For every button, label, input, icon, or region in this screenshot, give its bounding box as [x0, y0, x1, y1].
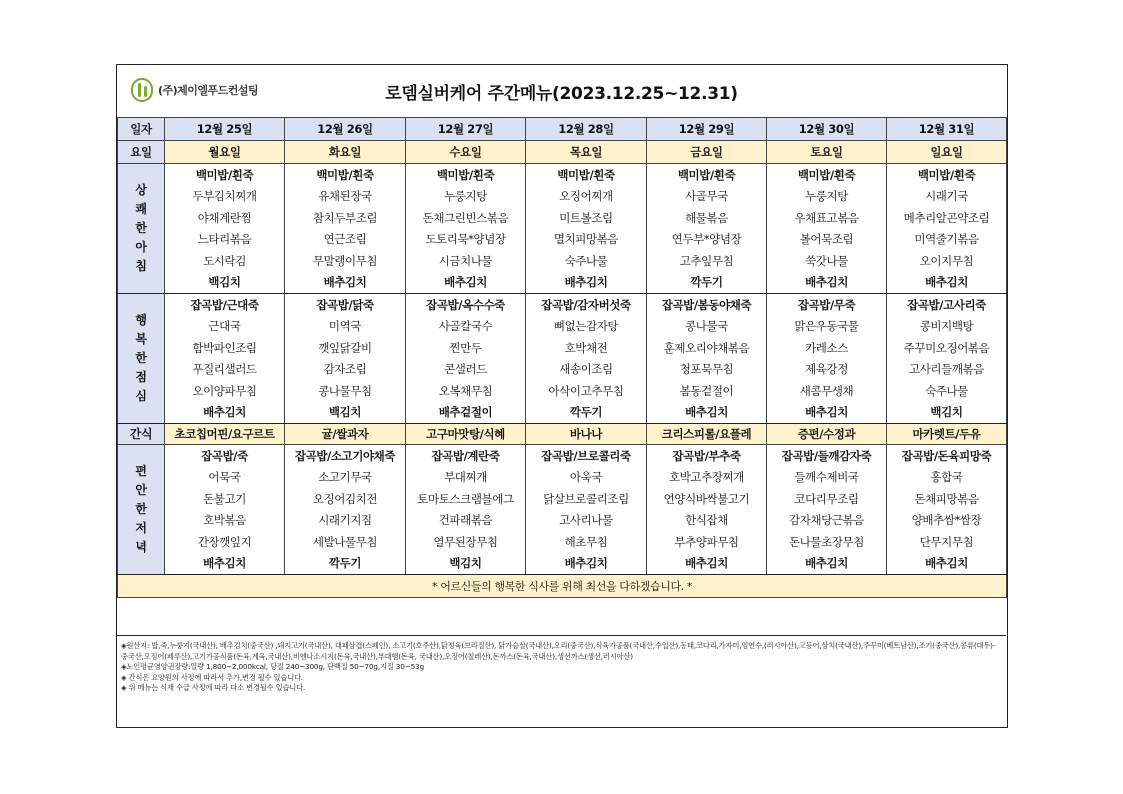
closing-note: * 어르신들의 행복한 식사를 위해 최선을 다하겠습니다. * — [118, 575, 1007, 598]
menu-item: 잡곡밥/고사리죽 — [887, 294, 1007, 316]
footnote-origin: ◈원산지: 밥,죽,누룽지(국내산), 배추김치(중국산) ,돼지고기(국내산), 대패삼겹(스페인), 소고기(호주산),닭정육(브라질산), 닭가슴살(국내산),오리(중국산),식육가공품(국내산,수입산),동태,코다리,가자미,임연수,(러시아산),고등어,삼치(국내산),주꾸미(베트남산),조기(중국산),콩류(대두)-중국산,오징어(페루산),고기가공식품(돈육,계육,국내산),비엔나소시지(돈육,국내산),부대햄(돈육, 국내산),오징어(칠레산),돈까스(돈육,국내산),생선까스(생선,러시아산) — [121, 641, 996, 661]
menu-item: 배추김치 — [165, 553, 285, 575]
day-row — [118, 141, 1007, 164]
menu-item: 깻잎닭갈비 — [285, 337, 406, 359]
menu-item: 백미밥/흰죽 — [887, 164, 1007, 186]
meal-label-char: 한 — [135, 221, 147, 235]
menu-item: 토마토스크램블에그 — [406, 488, 526, 510]
menu-item: 누룽지탕 — [767, 186, 887, 208]
breakfast-row — [118, 164, 1007, 186]
dinner-row — [118, 445, 1007, 467]
menu-item: 백미밥/흰죽 — [406, 164, 526, 186]
menu-item: 배추겉절이 — [406, 402, 526, 424]
snack-cell: 증편/수정과 — [767, 424, 887, 445]
menu-item: 배추김치 — [887, 272, 1007, 294]
menu-item: 백김치 — [406, 553, 526, 575]
snack-cell: 마카렛트/두유 — [887, 424, 1007, 445]
meal-label-char: 상 — [135, 183, 147, 197]
menu-item: 호박고추장찌개 — [647, 467, 767, 489]
menu-item: 소고기무국 — [285, 467, 406, 489]
menu-item: 해물볶음 — [647, 207, 767, 229]
menu-item: 잡곡밥/돈육피망죽 — [887, 445, 1007, 467]
meal-label-char: 한 — [135, 502, 147, 516]
menu-item: 잡곡밥/닭죽 — [285, 294, 406, 316]
menu-item: 잡곡밥/감자버섯죽 — [526, 294, 647, 316]
snack-cell: 초코칩머핀/요구르트 — [165, 424, 285, 445]
breakfast-row — [118, 250, 1007, 272]
menu-item: 새송이조림 — [526, 359, 647, 381]
menu-item: 참치두부조림 — [285, 207, 406, 229]
menu-item: 오징어김치전 — [285, 488, 406, 510]
menu-item: 콘샐러드 — [406, 359, 526, 381]
menu-item: 백미밥/흰죽 — [285, 164, 406, 186]
day-cell: 금요일 — [647, 141, 767, 164]
meal-label-char: 안 — [135, 483, 147, 497]
menu-item: 시금치나물 — [406, 250, 526, 272]
snack-cell: 바나나 — [526, 424, 647, 445]
menu-item: 고추잎무침 — [647, 250, 767, 272]
footnote-nutrition: ◈노인평균영양권장량:열량 1,800~2,000kcal, 당질 240~300g, 단백질 50~70g,지질 30~53g — [121, 662, 424, 671]
date-cell: 12월 28일 — [526, 118, 647, 141]
menu-item: 잡곡밥/계란죽 — [406, 445, 526, 467]
menu-item: 돈채피망볶음 — [887, 488, 1007, 510]
menu-item: 배추김치 — [887, 553, 1007, 575]
menu-item: 배추김치 — [647, 402, 767, 424]
dinner-row — [118, 510, 1007, 532]
breakfast-row — [118, 229, 1007, 251]
footnote-change: ◈ 위 메뉴는 식재 수급 사정에 따라 다소 변경될수 있습니다. — [121, 683, 306, 692]
breakfast-row — [118, 272, 1007, 294]
day-label: 요일 — [118, 141, 165, 164]
menu-item: 근대국 — [165, 316, 285, 338]
meal-label-char: 심 — [135, 389, 147, 403]
breakfast-row — [118, 186, 1007, 208]
dinner-row — [118, 467, 1007, 489]
menu-item: 백미밥/흰죽 — [767, 164, 887, 186]
menu-item: 호박볶음 — [165, 510, 285, 532]
menu-item: 열무된장무침 — [406, 531, 526, 553]
menu-item: 고사리들깨볶음 — [887, 359, 1007, 381]
menu-item: 한식잡채 — [647, 510, 767, 532]
snack-label: 간식 — [118, 424, 165, 445]
menu-item: 깍두기 — [285, 553, 406, 575]
menu-item: 백미밥/흰죽 — [647, 164, 767, 186]
lunch-row — [118, 359, 1007, 381]
menu-item: 돈나물초장무침 — [767, 531, 887, 553]
menu-item: 우채표고볶음 — [767, 207, 887, 229]
menu-item: 잡곡밥/무죽 — [767, 294, 887, 316]
footnote-snack: ◈ 간식은 요양원의 사정에 따라서 추가,변경 될수 있습니다. — [121, 672, 304, 682]
menu-item: 간장깻잎지 — [165, 531, 285, 553]
menu-item: 맑은우동국물 — [767, 316, 887, 338]
menu-item: 새콤무생채 — [767, 380, 887, 402]
menu-item: 홍합국 — [887, 467, 1007, 489]
menu-item: 배추김치 — [767, 272, 887, 294]
menu-item: 세발나물무침 — [285, 531, 406, 553]
menu-item: 뼈없는감자탕 — [526, 316, 647, 338]
meal-label-char: 점 — [135, 370, 147, 384]
meal-label-char: 침 — [135, 259, 147, 273]
snack-cell: 고구마맛탕/식혜 — [406, 424, 526, 445]
date-cell: 12월 27일 — [406, 118, 526, 141]
menu-item: 멸치피망볶음 — [526, 229, 647, 251]
menu-item: 시래기지짐 — [285, 510, 406, 532]
menu-item: 숙주나물 — [887, 380, 1007, 402]
menu-item: 깍두기 — [526, 402, 647, 424]
menu-item: 시래기국 — [887, 186, 1007, 208]
day-cell: 수요일 — [406, 141, 526, 164]
menu-item: 아삭이고추무침 — [526, 380, 647, 402]
day-cell: 일요일 — [887, 141, 1007, 164]
lunch-row — [118, 402, 1007, 424]
menu-item: 배추김치 — [285, 272, 406, 294]
menu-item: 배추김치 — [767, 402, 887, 424]
menu-item: 잡곡밥/브로콜리죽 — [526, 445, 647, 467]
menu-item: 잡곡밥/죽 — [165, 445, 285, 467]
menu-item: 연두부*양념장 — [647, 229, 767, 251]
menu-item: 호박채전 — [526, 337, 647, 359]
menu-item: 잡곡밥/부추죽 — [647, 445, 767, 467]
menu-item: 잡곡밥/소고기야채죽 — [285, 445, 406, 467]
day-cell: 목요일 — [526, 141, 647, 164]
lunch-row — [118, 380, 1007, 402]
menu-item: 볼어묵조림 — [767, 229, 887, 251]
dinner-row — [118, 553, 1007, 575]
menu-item: 아욱국 — [526, 467, 647, 489]
menu-item: 부추양파무침 — [647, 531, 767, 553]
menu-item: 돈채그린빈스볶음 — [406, 207, 526, 229]
menu-item: 사골무국 — [647, 186, 767, 208]
day-cell: 화요일 — [285, 141, 406, 164]
menu-item: 함박파인조림 — [165, 337, 285, 359]
menu-item: 오이지무침 — [887, 250, 1007, 272]
menu-item: 백미밥/흰죽 — [526, 164, 647, 186]
menu-item: 제육강정 — [767, 359, 887, 381]
menu-item: 배추김치 — [406, 272, 526, 294]
menu-item: 야채계란찜 — [165, 207, 285, 229]
menu-item: 백김치 — [887, 402, 1007, 424]
menu-item: 연근조림 — [285, 229, 406, 251]
menu-item: 느타리볶음 — [165, 229, 285, 251]
menu-item: 단무지무침 — [887, 531, 1007, 553]
menu-item: 찐만두 — [406, 337, 526, 359]
snack-cell: 귤/쌀과자 — [285, 424, 406, 445]
menu-item: 오이양파무침 — [165, 380, 285, 402]
menu-item: 미트볼조림 — [526, 207, 647, 229]
breakfast-label — [118, 164, 165, 294]
dinner-label — [118, 445, 165, 575]
menu-item: 돈불고기 — [165, 488, 285, 510]
date-cell: 12월 26일 — [285, 118, 406, 141]
meal-label-char: 행 — [135, 313, 147, 327]
menu-item: 닭살브로콜리조림 — [526, 488, 647, 510]
menu-item: 고사리나물 — [526, 510, 647, 532]
snack-cell: 크리스피롤/요플레 — [647, 424, 767, 445]
date-cell: 12월 29일 — [647, 118, 767, 141]
menu-item: 잡곡밥/근대죽 — [165, 294, 285, 316]
breakfast-row — [118, 207, 1007, 229]
menu-item: 푸질리샐러드 — [165, 359, 285, 381]
menu-item: 카레소스 — [767, 337, 887, 359]
menu-item: 무말랭이무침 — [285, 250, 406, 272]
date-row — [118, 118, 1007, 141]
meal-label-char: 저 — [135, 521, 147, 535]
weekly-menu-table — [117, 117, 1007, 598]
date-cell: 12월 25일 — [165, 118, 285, 141]
menu-item: 잡곡밥/들깨감자죽 — [767, 445, 887, 467]
menu-item: 잡곡밥/옥수수죽 — [406, 294, 526, 316]
menu-item: 배추김치 — [647, 553, 767, 575]
menu-item: 오복채무침 — [406, 380, 526, 402]
menu-item: 백김치 — [165, 272, 285, 294]
menu-item: 미역줄기볶음 — [887, 229, 1007, 251]
menu-item: 코다리무조림 — [767, 488, 887, 510]
menu-item: 해초무침 — [526, 531, 647, 553]
menu-item: 언양식바싹불고기 — [647, 488, 767, 510]
company-name: (주)제이엘푸드컨설팅 — [158, 84, 259, 97]
menu-item: 감자채당근볶음 — [767, 510, 887, 532]
lunch-row — [118, 337, 1007, 359]
menu-item: 콩나물무침 — [285, 380, 406, 402]
menu-item: 봄동겉절이 — [647, 380, 767, 402]
meal-label-char: 아 — [135, 240, 147, 254]
dinner-row — [118, 488, 1007, 510]
menu-item: 콩비지백탕 — [887, 316, 1007, 338]
meal-label-char: 편 — [135, 464, 147, 478]
menu-item: 백미밥/흰죽 — [165, 164, 285, 186]
day-cell: 월요일 — [165, 141, 285, 164]
menu-item: 부대찌개 — [406, 467, 526, 489]
meal-label-char: 한 — [135, 351, 147, 365]
menu-item: 주꾸미오징어볶음 — [887, 337, 1007, 359]
menu-item: 쑥갓나물 — [767, 250, 887, 272]
menu-item: 감자조림 — [285, 359, 406, 381]
date-cell: 12월 30일 — [767, 118, 887, 141]
meal-label-char: 복 — [135, 332, 147, 346]
menu-item: 들깨수제비국 — [767, 467, 887, 489]
page-title: 로뎀실버케어 주간메뉴(2023.12.25~12.31) — [385, 84, 738, 104]
menu-item: 훈제오리야채볶음 — [647, 337, 767, 359]
date-cell: 12월 31일 — [887, 118, 1007, 141]
menu-item: 누룽지탕 — [406, 186, 526, 208]
meal-label-char: 녁 — [135, 540, 147, 554]
note-row — [118, 575, 1007, 598]
menu-item: 도시락김 — [165, 250, 285, 272]
lunch-label — [118, 294, 165, 424]
menu-item: 청포묵무침 — [647, 359, 767, 381]
footnotes — [117, 635, 1006, 725]
header — [117, 65, 1006, 118]
menu-item: 숙주나물 — [526, 250, 647, 272]
menu-item: 양배추쌈*쌈장 — [887, 510, 1007, 532]
menu-sheet — [116, 64, 1008, 728]
lunch-row — [118, 316, 1007, 338]
menu-item: 깍두기 — [647, 272, 767, 294]
menu-item: 배추김치 — [767, 553, 887, 575]
menu-item: 도토리묵*양념장 — [406, 229, 526, 251]
menu-item: 메추리알곤약조림 — [887, 207, 1007, 229]
menu-item: 오징어찌개 — [526, 186, 647, 208]
menu-item: 잡곡밥/봄동야채죽 — [647, 294, 767, 316]
menu-item: 콩나물국 — [647, 316, 767, 338]
date-label: 일자 — [118, 118, 165, 141]
menu-item: 미역국 — [285, 316, 406, 338]
menu-item: 백김치 — [285, 402, 406, 424]
day-cell: 토요일 — [767, 141, 887, 164]
menu-item: 유채된장국 — [285, 186, 406, 208]
snack-row — [118, 424, 1007, 445]
menu-item: 배추김치 — [526, 272, 647, 294]
menu-item: 어묵국 — [165, 467, 285, 489]
menu-item: 배추김치 — [165, 402, 285, 424]
lunch-row — [118, 294, 1007, 316]
dinner-row — [118, 531, 1007, 553]
menu-item: 건파래볶음 — [406, 510, 526, 532]
meal-label-char: 쾌 — [135, 202, 147, 216]
menu-item: 배추김치 — [526, 553, 647, 575]
menu-item: 사골칼국수 — [406, 316, 526, 338]
menu-item: 두부김치찌개 — [165, 186, 285, 208]
